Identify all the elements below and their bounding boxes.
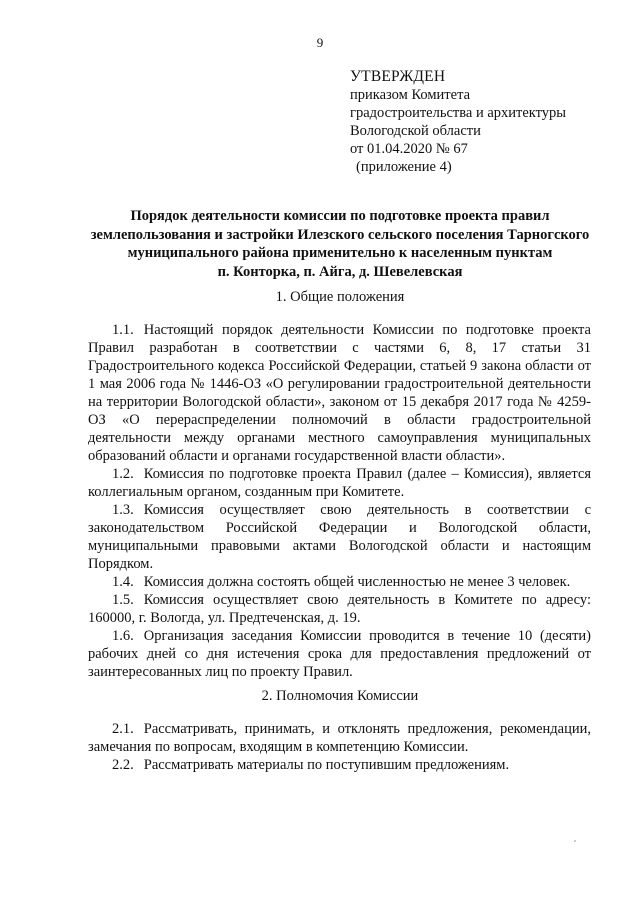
paragraph bbox=[88, 720, 591, 756]
document-title bbox=[80, 207, 600, 281]
paragraph-number: 1.2. bbox=[112, 466, 134, 482]
paragraph-text: Организация заседания Комиссии проводится в течение 10 (десяти) рабочих дней со дня истечения срока для предоставления предложений от заинтересованных лиц по проекту Правил. bbox=[88, 628, 591, 680]
approval-annex: (приложение 4) bbox=[356, 159, 452, 175]
paragraph-text: Настоящий порядок деятельности Комиссии по подготовке проекта Правил разработан в соответствии с частями 6, 8, 17 статьи 31 Градостроительного кодекса Российской Федерации, статьей 9 закона области от 1 мая 2006 года № 1446-ОЗ «О регулировании градостроительной деятельности на территории Вологодской области», законом от 15 декабря 2017 года № 4259-ОЗ «О перераспределении полномочий в области градостроительной деятельности между органами местного самоуправления муниципальных образований области и органами государственной власти области». bbox=[88, 322, 591, 464]
section-body-powers bbox=[88, 720, 591, 774]
paragraph-number: 1.4. bbox=[112, 574, 134, 590]
paragraph bbox=[88, 465, 591, 501]
paragraph-text: Комиссия должна состоять общей численностью не менее 3 человек. bbox=[143, 574, 571, 590]
approval-line: приказом Комитета bbox=[350, 87, 471, 103]
page-number: 9 bbox=[316, 35, 324, 50]
paragraph-text: Рассматривать, принимать, и отклонять предложения, рекомендации, замечания по вопросам, входящим в компетенцию Комиссии. bbox=[88, 721, 591, 755]
section-body-general bbox=[88, 321, 591, 681]
paragraph bbox=[88, 573, 591, 591]
document-title-line: п. Конторка, п. Айга, д. Шевелевская bbox=[217, 263, 463, 280]
document-title-line: Порядок деятельности комиссии по подготовке проекта правил bbox=[130, 208, 550, 224]
paragraph-text: Комиссия осуществляет свою деятельность в соответствии с законодательством Российской Федерации и Вологодской области, муниципальными правовыми актами Вологодской области и настоящим Порядком. bbox=[88, 502, 591, 572]
approval-title: УТВЕРЖДЕН bbox=[350, 68, 446, 85]
paragraph-number: 1.3. bbox=[112, 502, 134, 518]
paragraph bbox=[88, 591, 591, 627]
paragraph-number: 1.6. bbox=[112, 628, 134, 644]
document-title-line: муниципального района применительно к населенным пунктам bbox=[127, 245, 553, 261]
document-title-line: землепользования и застройки Илезского сельского поселения Тарногского bbox=[90, 226, 590, 243]
paragraph-number: 1.5. bbox=[112, 592, 134, 608]
paragraph bbox=[88, 321, 591, 465]
approval-block bbox=[350, 68, 630, 176]
paragraph-text: Комиссия по подготовке проекта Правил (далее – Комиссия), является коллегиальным органом, созданным при Комитете. bbox=[88, 466, 591, 500]
paragraph-number: 2.1. bbox=[112, 721, 134, 737]
section-heading-powers: 2. Полномочия Комиссии bbox=[261, 688, 419, 704]
paragraph-number: 2.2. bbox=[112, 757, 134, 773]
approval-date-number: от 01.04.2020 № 67 bbox=[350, 141, 468, 157]
scan-mark bbox=[574, 840, 576, 842]
paragraph-text: Комиссия осуществляет свою деятельность в Комитете по адресу: 160000, г. Вологда, ул. Предтеченская, д. 19. bbox=[88, 592, 591, 626]
section-heading-general: 1. Общие положения bbox=[275, 289, 405, 305]
paragraph-text: Рассматривать материалы по поступившим предложениям. bbox=[143, 757, 510, 773]
paragraph bbox=[88, 756, 591, 774]
approval-line: градостроительства и архитектуры bbox=[350, 105, 567, 121]
paragraph bbox=[88, 501, 591, 573]
paragraph-number: 1.1. bbox=[112, 322, 134, 338]
paragraph bbox=[88, 627, 591, 681]
approval-line: Вологодской области bbox=[350, 123, 481, 139]
